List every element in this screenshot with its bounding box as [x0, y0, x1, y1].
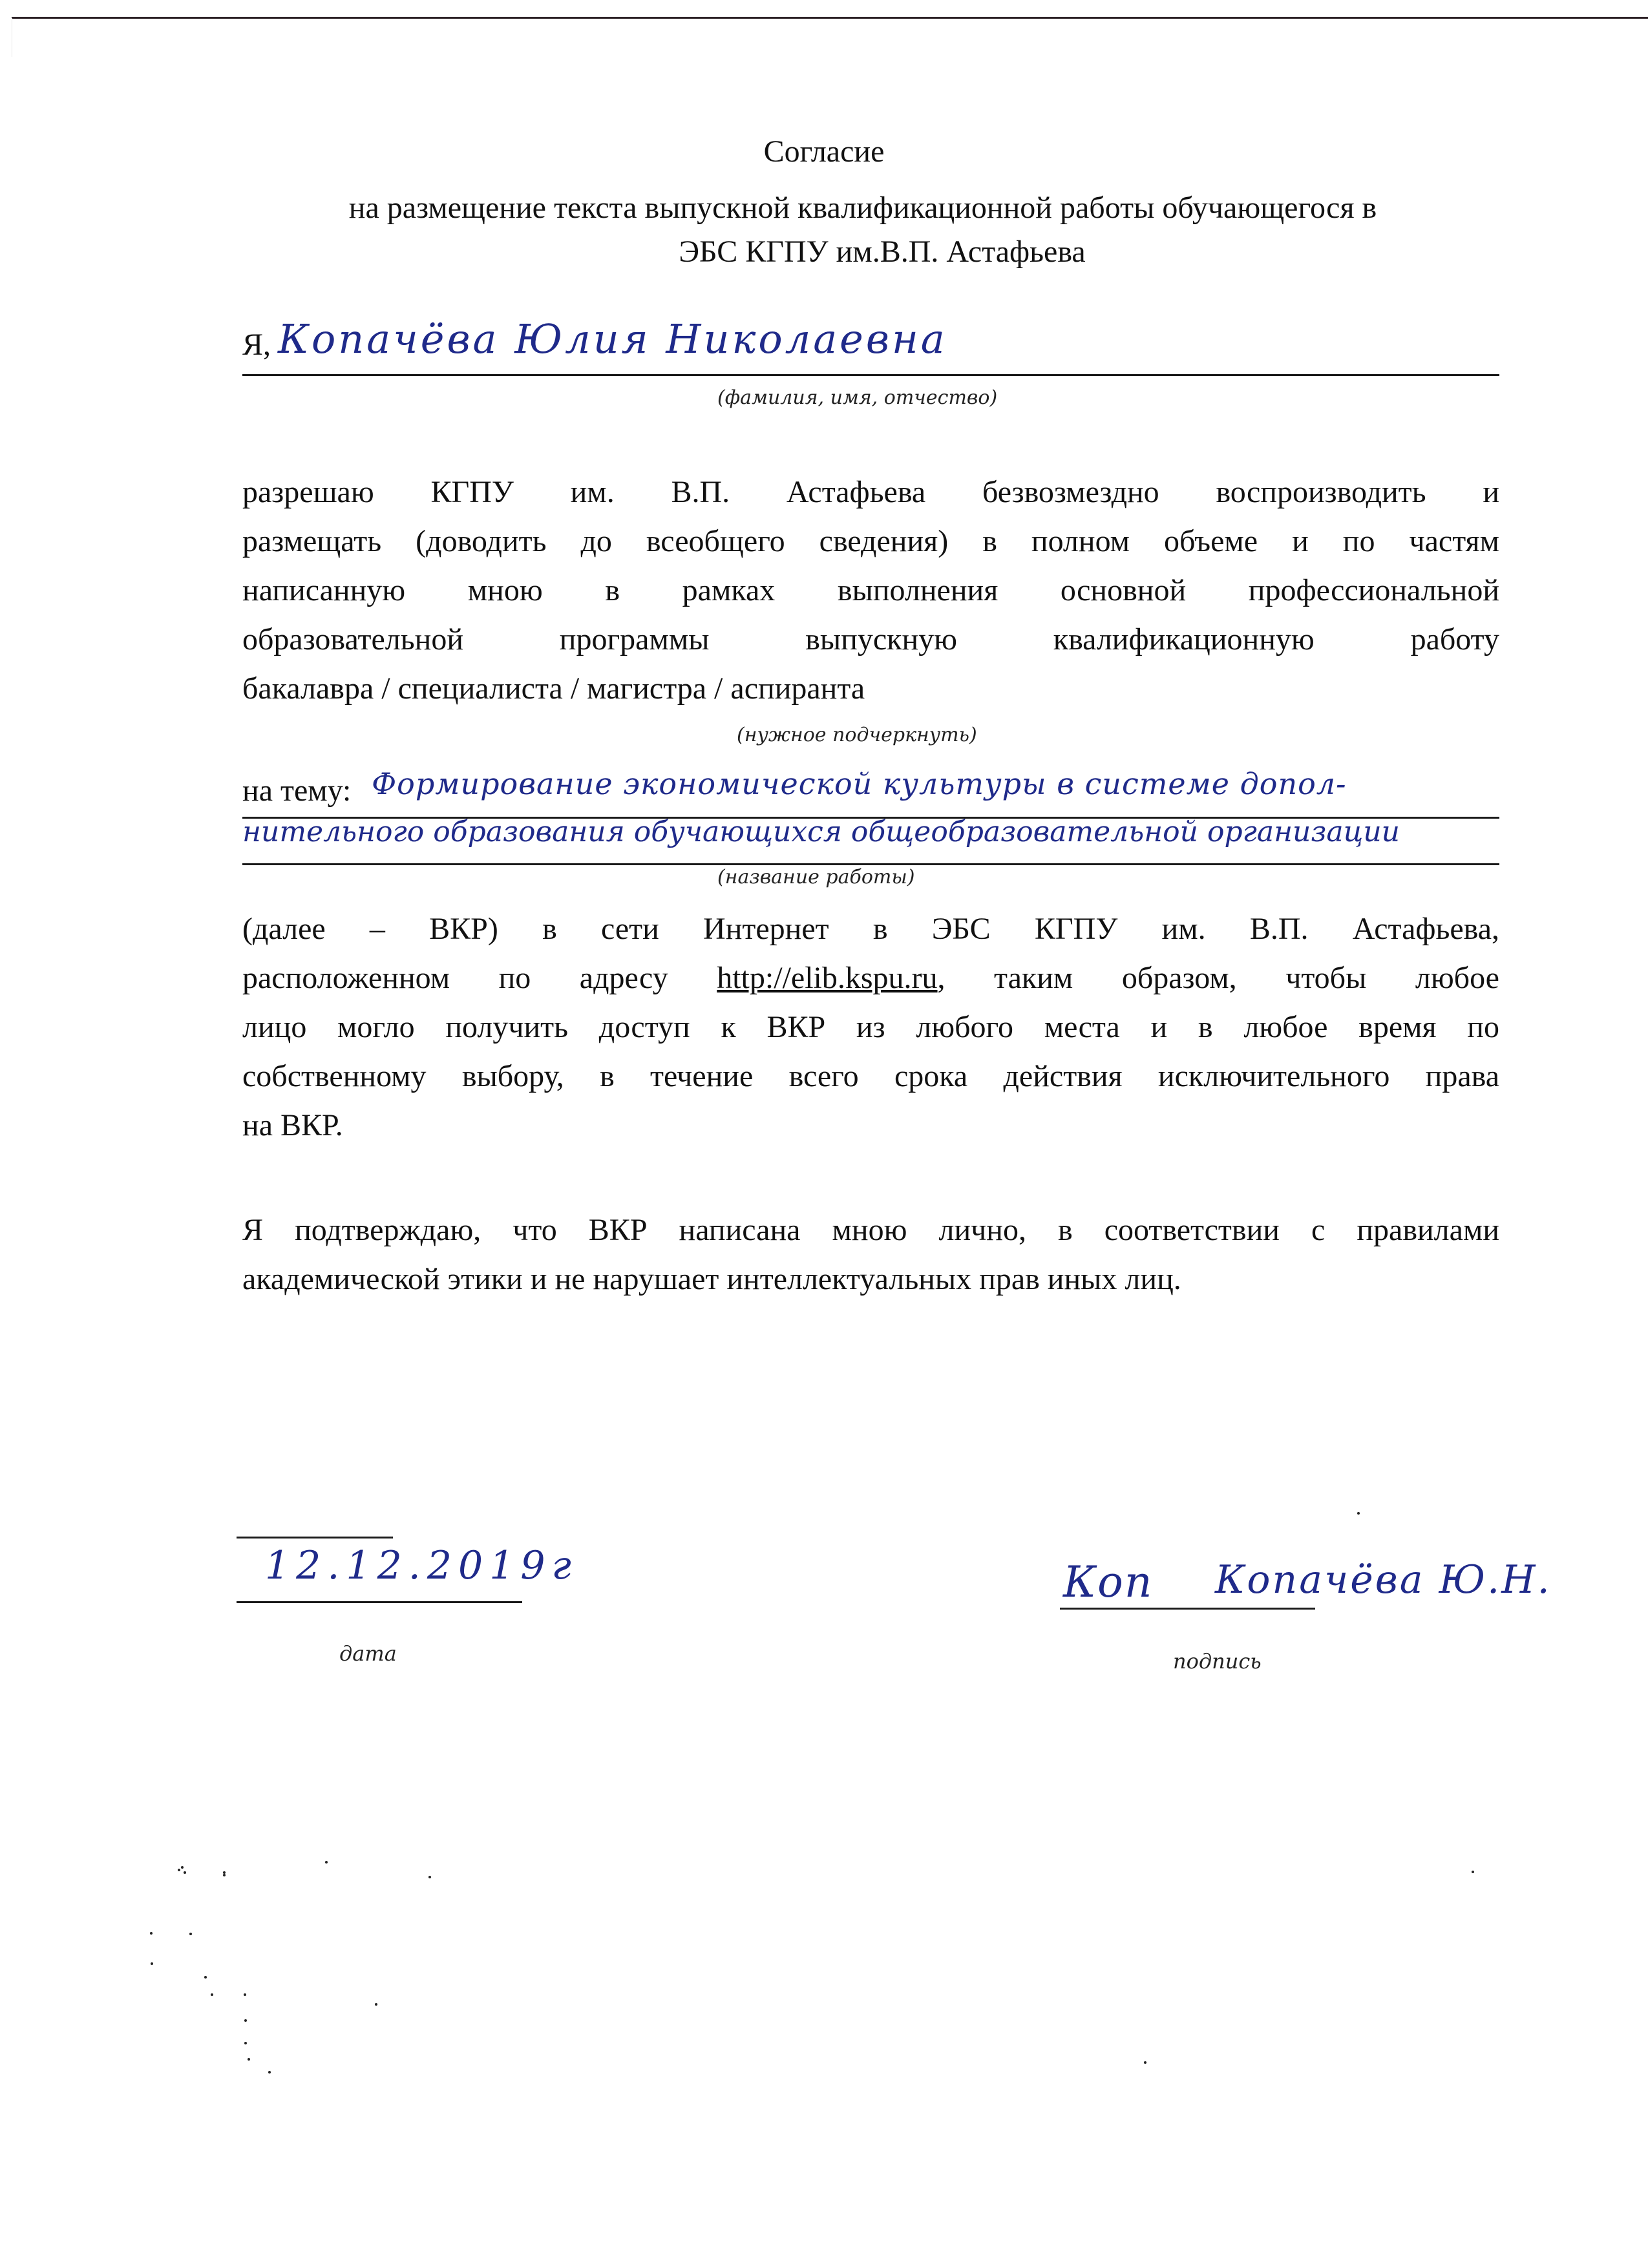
scan-speck [204, 1976, 207, 1979]
scan-top-edge [12, 17, 1648, 19]
signature-underline [1060, 1608, 1315, 1610]
scan-speck [178, 1869, 180, 1871]
permission-line: написанную мною в рамках выполнения основной профессиональной [242, 573, 1499, 607]
permission-line: размещать (доводить до всеобщего сведения) в полном объеме и по частям [242, 524, 1499, 558]
scan-speck [244, 1993, 246, 1996]
document-title: Согласие [763, 134, 885, 169]
publication-line2-after: , таким образом, чтобы любое [937, 961, 1499, 995]
name-prefix: Я, [242, 328, 271, 362]
topic-handwritten-line1: Формирование экономической культуры в системе допол- [372, 766, 1347, 801]
permission-line: образовательной программы выпускную квалификационную работу [242, 622, 1499, 656]
date-underline [237, 1601, 522, 1603]
scan-speck [248, 2058, 250, 2061]
confirmation-paragraph [242, 1206, 1499, 1304]
publication-line: собственному выбору, в течение всего срока действия исключительного права [242, 1059, 1499, 1093]
signature-mark: Коп [1063, 1557, 1154, 1607]
underline-hint-caption: (нужное подчеркнуть) [737, 724, 977, 746]
signature-handwritten-name: Копачёва Ю.Н. [1215, 1557, 1552, 1602]
topic-caption: (название работы) [717, 866, 915, 888]
scan-speck [223, 1874, 226, 1876]
elib-link[interactable]: http://elib.kspu.ru [717, 961, 938, 995]
signature-caption: подпись [1173, 1649, 1262, 1674]
degree-options: бакалавра / специалиста / магистра / аспиранта [242, 671, 865, 706]
publication-line-with-link [242, 954, 1499, 1003]
scan-speck [1144, 2061, 1146, 2064]
scan-speck [223, 1871, 226, 1874]
topic-prefix: на тему: [242, 773, 352, 808]
permission-paragraph [242, 468, 1499, 713]
scan-speck [244, 2019, 247, 2022]
scan-speck [268, 2071, 271, 2074]
scan-speck [428, 1876, 431, 1878]
scan-speck [1472, 1871, 1474, 1873]
document-subtitle-line1: на размещение текста выпускной квалификационной работы обучающегося в [348, 191, 1377, 225]
topic-underline-2 [242, 863, 1499, 865]
scan-speck [181, 1866, 184, 1869]
scan-speck [150, 1932, 153, 1935]
scan-speck [211, 1993, 213, 1996]
date-handwritten-value: 12.12.2019г [265, 1543, 578, 1588]
scan-speck [325, 1861, 328, 1864]
scan-speck [375, 2003, 377, 2006]
name-handwritten-value: Копачёва Юлия Николаевна [278, 315, 947, 362]
confirmation-line: Я подтверждаю, что ВКР написана мною лично, в соответствии с правилами [242, 1213, 1499, 1247]
topic-handwritten-line2: нительного образования обучающихся общеобразовательной организации [242, 815, 1400, 848]
scan-speck [151, 1962, 153, 1965]
name-caption: (фамилия, имя, отчество) [717, 386, 998, 409]
permission-line: разрешаю КГПУ им. В.П. Астафьева безвозмездно воспроизводить и [242, 475, 1499, 509]
date-top-rule [237, 1537, 393, 1538]
publication-line: (далее – ВКР) в сети Интернет в ЭБС КГПУ им. В.П. Астафьева, [242, 912, 1499, 946]
publication-paragraph [242, 905, 1499, 1150]
confirmation-line: академической этики и не нарушает интеллектуальных прав иных лиц. [242, 1262, 1181, 1296]
scan-speck [244, 2042, 247, 2044]
scan-speck [189, 1933, 192, 1935]
date-caption: дата [339, 1641, 397, 1666]
scan-speck [184, 1871, 186, 1874]
name-underline [242, 374, 1499, 376]
publication-line2-before: расположенном по адресу [242, 961, 717, 995]
document-subtitle-line2: ЭБС КГПУ им.В.П. Астафьева [679, 235, 1086, 269]
publication-line: на ВКР. [242, 1108, 343, 1142]
scan-speck [1357, 1512, 1360, 1515]
publication-line: лицо могло получить доступ к ВКР из любого места и в любое время по [242, 1010, 1499, 1044]
